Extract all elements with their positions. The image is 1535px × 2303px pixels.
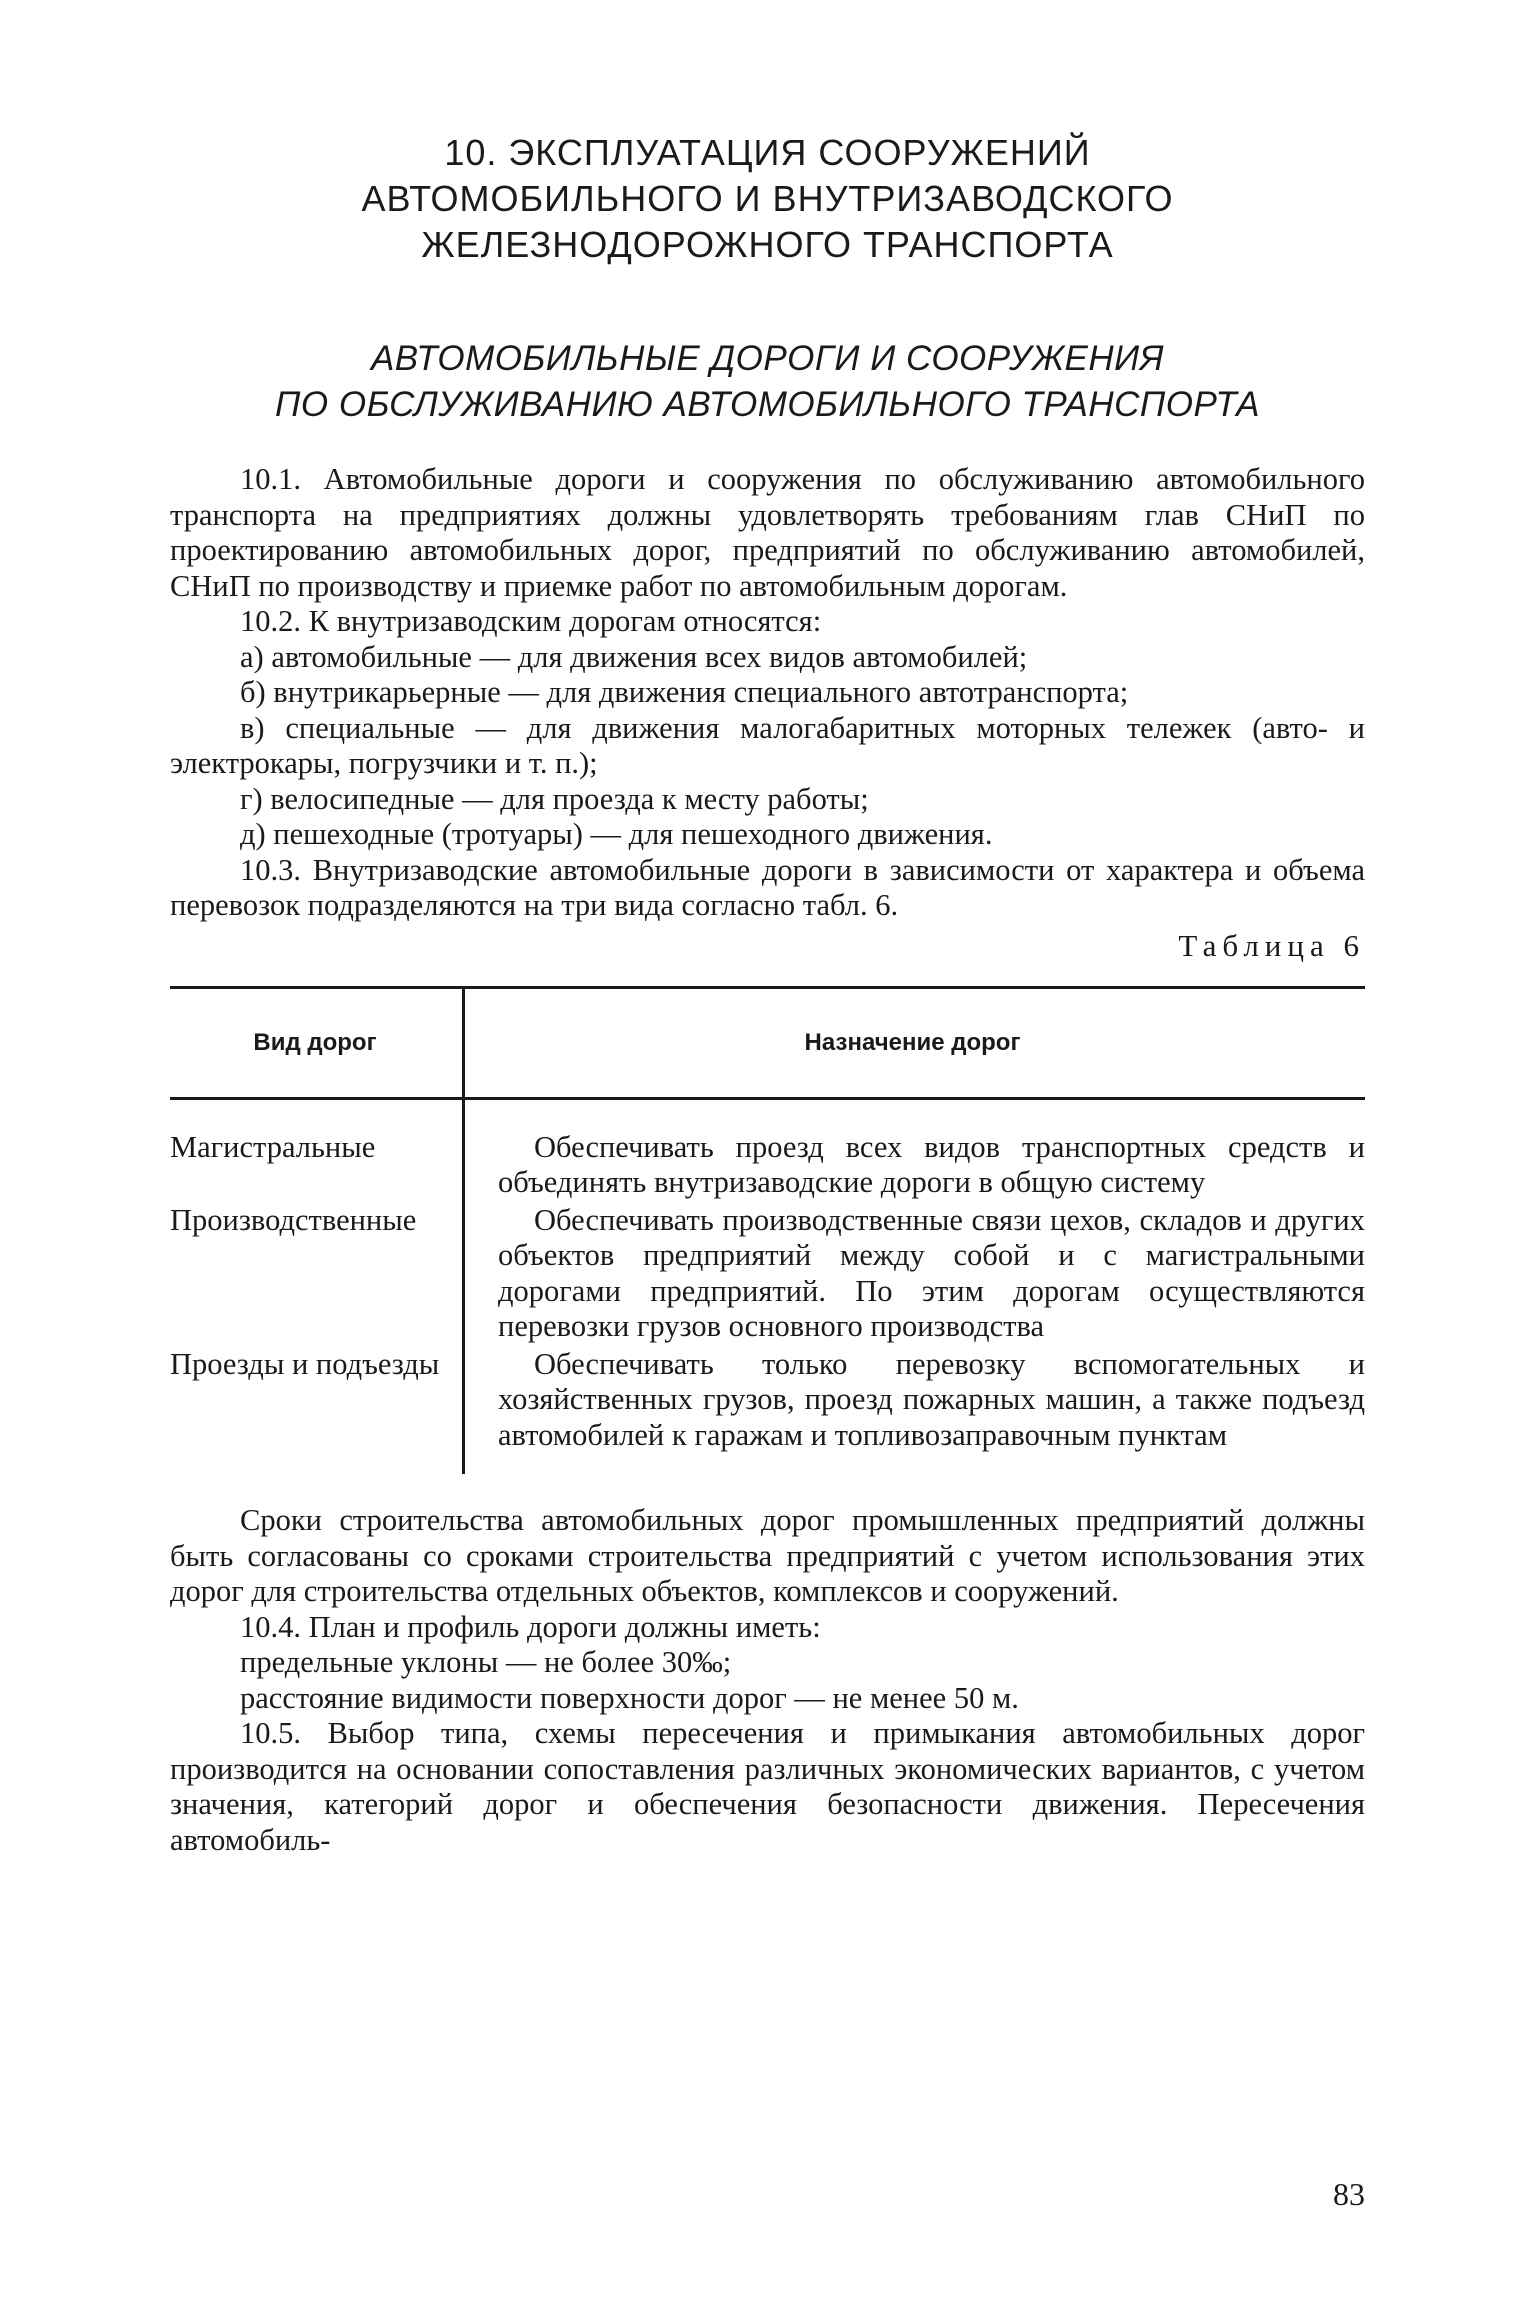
paragraph-10-4-visibility: расстояние видимости поверхности дорог — не менее 50 м. xyxy=(240,1680,1019,1715)
table-body xyxy=(170,1100,1365,1474)
road-purpose-text: Обеспечивать производственные связи цехов, складов и других объектов предприятий между собой и с магистральными дорогами предприятий. По этим дорогам осуществляются перевозки грузов основного производства xyxy=(498,1202,1365,1343)
table-row xyxy=(170,1130,1365,1201)
paragraph-sroki: Сроки строительства автомобильных дорог промышленных предприятий должны быть согласованы со сроками строительства предприятий с учетом использования этих дорог для строительства отдельных объектов, комплексов и сооружений. xyxy=(170,1503,1365,1608)
road-purpose-cell xyxy=(462,1203,1365,1345)
list-item-a: а) автомобильные — для движения всех видов автомобилей; xyxy=(240,639,1028,674)
section-title-line-1: АВТОМОБИЛЬНЫЕ ДОРОГИ И СООРУЖЕНИЯ xyxy=(370,339,1165,378)
chapter-title-line-1: 10. ЭКСПЛУАТАЦИЯ СООРУЖЕНИЙ xyxy=(444,132,1091,173)
road-type-cell: Проезды и подъезды xyxy=(170,1346,440,1381)
road-purpose-text: Обеспечивать проезд всех видов транспортных средств и объединять внутризаводские дороги в общую систему xyxy=(498,1129,1365,1199)
paragraph-10-5: 10.5. Выбор типа, схемы пересечения и примыкания автомобильных дорог производится на основании сопоставления различных экономических вариантов, с учетом значения, категорий дорог и обеспечения безопасности движения. Пересечения автомобиль- xyxy=(170,1716,1365,1857)
table-header-purpose: Назначение дорог xyxy=(804,1028,1021,1056)
chapter-title-line-3: ЖЕЛЕЗНОДОРОЖНОГО ТРАНСПОРТА xyxy=(421,224,1114,265)
table-vertical-rule xyxy=(462,986,465,1474)
section-title xyxy=(170,336,1365,428)
list-item-b: б) внутрикарьерные — для движения специального автотранспорта; xyxy=(240,675,1129,709)
road-purpose-text: Обеспечивать только перевозку вспомогательных и хозяйственных грузов, проезд пожарных машин, а также подъезд автомобилей к гаражам и топливозаправочным пунктам xyxy=(498,1346,1365,1452)
page-number: 83 xyxy=(1333,2176,1365,2212)
section-title-line-2: ПО ОБСЛУЖИВАНИЮ АВТОМОБИЛЬНОГО ТРАНСПОРТА xyxy=(275,385,1260,424)
paragraph-10-3: 10.3. Внутризаводские автомобильные дороги в зависимости от характера и объема перевозок подразделяются на три вида согласно табл. 6. xyxy=(170,852,1365,922)
paragraph-10-4-slopes: предельные уклоны — не более 30‰; xyxy=(240,1645,732,1679)
roads-table xyxy=(170,986,1365,1474)
paragraph-10-4: 10.4. План и профиль дороги должны иметь: xyxy=(240,1609,821,1644)
paragraph-10-1: 10.1. Автомобильные дороги и сооружения по обслуживанию автомобильного транспорта на предприятиях должны удовлетворять требованиям глав СНиП по проектированию автомобильных дорог, предприятий по обслуживанию автомобилей, СНиП по производству и приемке работ по автомобильным дорогам. xyxy=(170,462,1365,603)
list-item-d: д) пешеходные (тротуары) — для пешеходного движения. xyxy=(240,817,993,851)
road-purpose-cell xyxy=(462,1347,1365,1454)
table-header-type: Вид дорог xyxy=(253,1028,377,1056)
chapter-title-line-2: АВТОМОБИЛЬНОГО И ВНУТРИЗАВОДСКОГО xyxy=(361,178,1174,219)
page xyxy=(170,130,1365,1858)
table-row xyxy=(170,1347,1365,1454)
table-row xyxy=(170,1203,1365,1345)
paragraph-10-2: 10.2. К внутризаводским дорогам относятся: xyxy=(240,604,822,638)
table-caption: Таблица 6 xyxy=(1178,927,1365,963)
body-text xyxy=(170,462,1365,924)
chapter-title xyxy=(170,130,1365,268)
body-text-after-table xyxy=(170,1503,1365,1858)
road-type-cell: Производственные xyxy=(170,1202,417,1237)
list-item-v: в) специальные — для движения малогабаритных моторных тележек (авто- и электрокары, погрузчики и т. п.); xyxy=(170,710,1365,780)
road-type-cell: Магистральные xyxy=(170,1129,376,1164)
list-item-g: г) велосипедные — для проезда к месту работы; xyxy=(240,781,869,816)
table-header xyxy=(170,989,1365,1097)
road-purpose-cell xyxy=(462,1130,1365,1201)
